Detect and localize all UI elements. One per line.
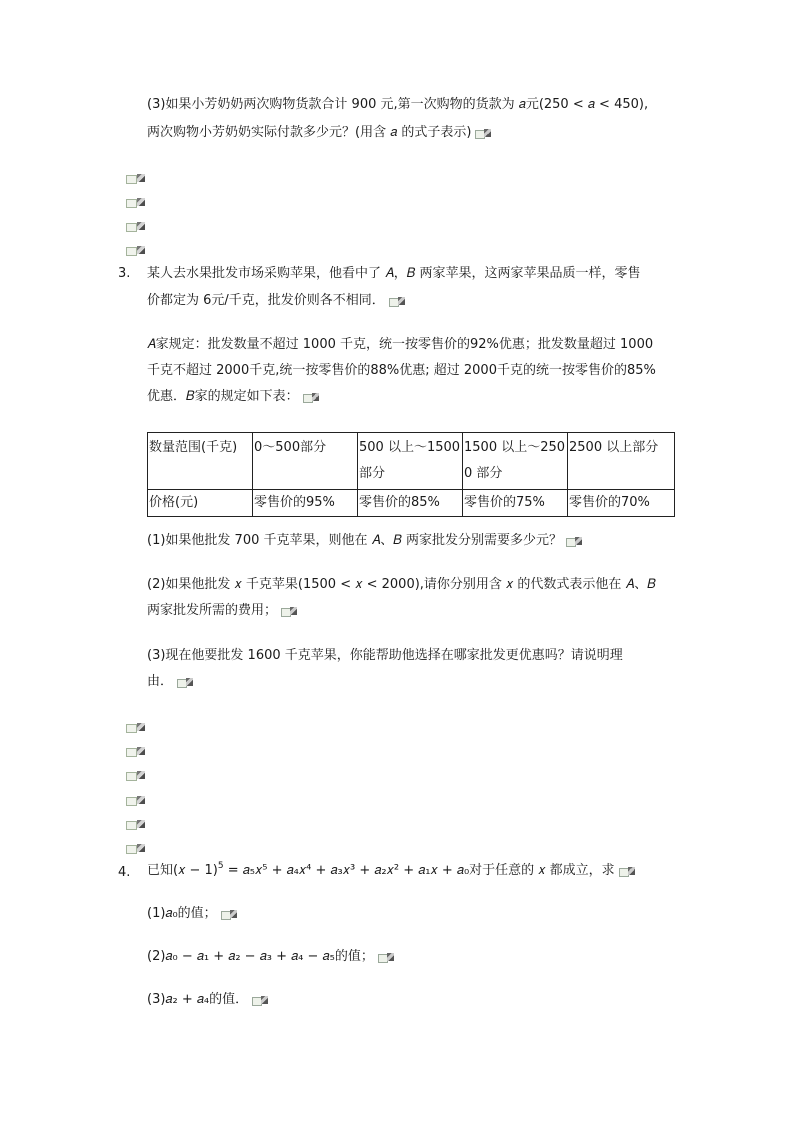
q2-part3-text2: 两次购物小芳奶奶实际付款多少元？(用含 𝑎 的式子表示) <box>147 125 472 140</box>
q4-stem-rest: = 𝑎₅𝑥⁵ + 𝑎₄𝑥⁴ + 𝑎₃𝑥³ + 𝑎₂𝑥² + 𝑎₁𝑥 + 𝑎₀对于任意的 𝑥 都成立，求 <box>223 863 615 878</box>
q4-part1 <box>147 905 239 923</box>
inline-image-icon <box>475 128 493 138</box>
answer-image-icon <box>126 221 146 231</box>
table-cell: 零售价的70% <box>568 490 675 517</box>
answer-image-icon <box>126 197 146 207</box>
q3-intro-text2: 价都定为 6元/千克，批发价则各不相同． <box>147 293 385 308</box>
q2-part3-line1 <box>147 96 648 114</box>
q2-part3-text1: (3)如果小芳奶奶两次购物货款合计 900 元,第一次购物的货款为 𝑎元(250 < 𝑎 < 450), <box>147 97 649 112</box>
table-cell: 零售价的95% <box>253 490 358 517</box>
q3-intro-text1: 某人去水果批发市场采购苹果，他看中了 𝐴，𝐵 两家苹果，这两家苹果品质一样，零售 <box>147 266 641 281</box>
answer-image-icon <box>126 843 146 853</box>
q4-part3-text: (3)𝑎₂ + 𝑎₄的值． <box>147 992 249 1007</box>
inline-image-icon <box>303 392 321 402</box>
q4-stem-exponent: 5 <box>217 861 224 871</box>
q3-a-rule-text2: 千克不超过 2000千克,统一按零售价的88%优惠; 超过 2000千克的统一按零售价的85% <box>147 363 656 378</box>
answer-image-icon <box>126 746 146 756</box>
inline-image-icon <box>389 296 407 306</box>
q3-part2-line2 <box>147 602 299 620</box>
q3-a-rule-line2 <box>147 362 656 380</box>
q3-part1 <box>147 532 584 550</box>
table-cell: 500 以上～1500 部分 <box>358 433 463 490</box>
q3-part3-line2 <box>147 673 195 691</box>
q4-number: 4. <box>118 865 131 880</box>
q3-a-rule-line1 <box>147 336 653 354</box>
q3-intro-line2 <box>147 292 407 310</box>
q3-part1-text: (1)如果他批发 700 千克苹果，则他在 𝐴、𝐵 两家批发分别需要多少元？ <box>147 533 563 548</box>
q3-intro-line1 <box>147 265 641 283</box>
table-cell: 价格(元) <box>148 490 253 517</box>
q4-part2 <box>147 948 396 966</box>
table-cell: 1500 以上～2500 部分 <box>463 433 568 490</box>
inline-image-icon <box>281 606 299 616</box>
q3-a-rule-text3: 优惠．𝐵家的规定如下表： <box>147 389 299 404</box>
inline-image-icon <box>566 536 584 546</box>
q4-part2-text: (2)𝑎₀ − 𝑎₁ + 𝑎₂ − 𝑎₃ + 𝑎₄ − 𝑎₅的值； <box>147 949 374 964</box>
inline-image-icon <box>252 995 270 1005</box>
q3-part3-text2: 由． <box>147 674 174 689</box>
b-pricing-table <box>147 432 675 517</box>
inline-image-icon <box>221 909 239 919</box>
inline-image-icon <box>378 952 396 962</box>
table-cell: 2500 以上部分 <box>568 433 675 490</box>
q4-stem <box>147 862 637 880</box>
q4-part3 <box>147 991 270 1009</box>
q3-part2-line1 <box>147 576 656 594</box>
table-row <box>148 433 675 490</box>
q3-number: 3. <box>118 266 131 281</box>
inline-image-icon <box>619 866 637 876</box>
answer-image-icon <box>126 722 146 732</box>
q3-a-rule-text1: 𝐴家规定：批发数量不超过 1000 千克，统一按零售价的92%优惠；批发数量超过 1000 <box>147 337 654 352</box>
q4-stem-prefix: 已知(𝑥 − 1) <box>147 863 218 878</box>
table-row <box>148 490 675 517</box>
table-cell: 零售价的75% <box>463 490 568 517</box>
answer-image-icon <box>126 245 146 255</box>
q3-part3-text1: (3)现在他要批发 1600 千克苹果，你能帮助他选择在哪家批发更优惠吗？请说明理 <box>147 648 623 663</box>
answer-image-icon <box>126 819 146 829</box>
q3-part3-line1 <box>147 647 623 665</box>
table-cell: 0～500部分 <box>253 433 358 490</box>
answer-image-icon <box>126 770 146 780</box>
q3-part2-text2: 两家批发所需的费用； <box>147 603 278 618</box>
q4-part1-text: (1)𝑎₀的值； <box>147 906 217 921</box>
q3-part2-text1: (2)如果他批发 𝑥 千克苹果(1500 < 𝑥 < 2000),请你分别用含 𝑥 的代数式表示他在 𝐴、𝐵 <box>147 577 656 592</box>
table-cell: 零售价的85% <box>358 490 463 517</box>
q3-a-rule-line3 <box>147 388 321 406</box>
inline-image-icon <box>177 677 195 687</box>
q2-part3-line2 <box>147 124 493 142</box>
table-cell: 数量范围(千克) <box>148 433 253 490</box>
answer-image-icon <box>126 795 146 805</box>
answer-image-icon <box>126 173 146 183</box>
